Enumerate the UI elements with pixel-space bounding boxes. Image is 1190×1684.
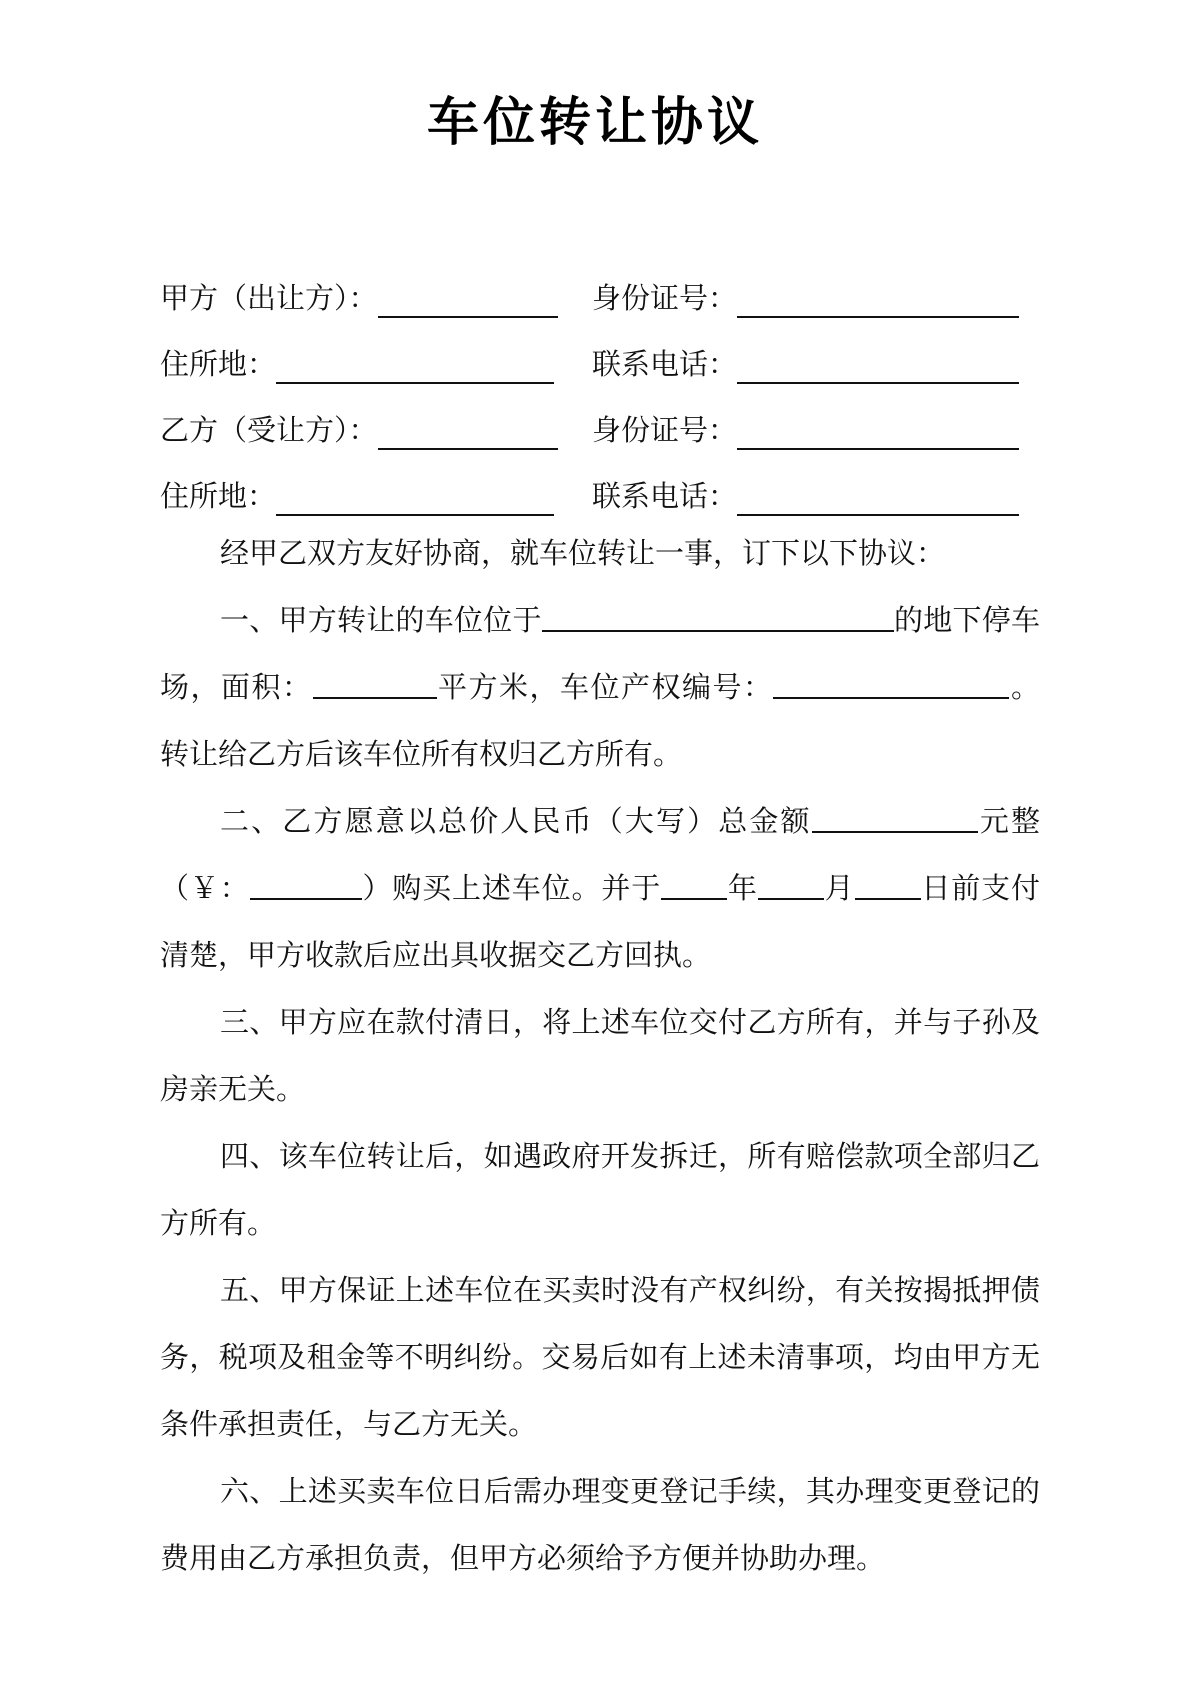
clause-3: 三、甲方应在款付清日，将上述车位交付乙方所有，并与子孙及房亲无关。: [160, 1005, 1040, 1106]
party-b-name-blank[interactable]: [378, 414, 558, 450]
party-a-label: 甲方（出让方）：: [160, 281, 378, 315]
clause-5: 五、甲方保证上述车位在买卖时没有产权纠纷，有关按揭抵押债务，税项及租金等不明纠纷。交易后如有上述未清事项，均由甲方无条件承担责任，与乙方无关。: [160, 1273, 1040, 1441]
party-a-name-blank[interactable]: [378, 282, 558, 318]
party-a-id-blank[interactable]: [737, 282, 1019, 318]
location-blank[interactable]: [542, 600, 894, 632]
amount-words-blank[interactable]: [812, 801, 978, 833]
party-a-address-label: 住所地：: [160, 347, 277, 381]
party-a-row: [160, 252, 1040, 318]
party-b-label: 乙方（受让方）：: [160, 413, 378, 447]
party-b-phone-blank[interactable]: [737, 480, 1019, 516]
party-a-id-label: 身份证号：: [592, 281, 738, 315]
amount-number-blank[interactable]: [250, 868, 362, 900]
intro-paragraph: 经甲乙双方友好协商，就车位转让一事，订下以下协议：: [220, 536, 946, 570]
clause-4: 四、该车位转让后，如遇政府开发拆迁，所有赔偿款项全部归乙方所有。: [160, 1139, 1040, 1240]
property-number-blank[interactable]: [773, 667, 1009, 699]
party-b-address-row: [160, 450, 1040, 516]
party-b-address-blank[interactable]: [276, 480, 554, 516]
party-info-section: [160, 252, 1040, 516]
area-blank[interactable]: [313, 667, 437, 699]
party-a-phone-label: 联系电话：: [592, 347, 738, 381]
clause-1: 一、甲方转让的车位位于 的地下停车场，面积： 平方米，车位产权编号： 。转让给乙方后该车位所有权归乙方所有。: [160, 587, 1040, 788]
month-blank[interactable]: [758, 868, 824, 900]
party-b-id-label: 身份证号：: [592, 413, 738, 447]
party-b-row: [160, 384, 1040, 450]
clause-2: 二、乙方愿意以总价人民币（大写）总金额 元整（￥： ）购买上述车位。并于 年 月 日前支付清楚，甲方收款后应出具收据交乙方回执。: [160, 788, 1040, 989]
clause-6: 六、上述买卖车位日后需办理变更登记手续，其办理变更登记的费用由乙方承担负责，但甲方必须给予方便并协助办理。: [160, 1474, 1040, 1575]
party-b-address-label: 住所地：: [160, 479, 277, 513]
party-a-address-blank[interactable]: [276, 348, 554, 384]
day-blank[interactable]: [855, 868, 921, 900]
year-blank[interactable]: [661, 868, 727, 900]
party-b-phone-label: 联系电话：: [592, 479, 738, 513]
party-a-address-row: [160, 318, 1040, 384]
party-a-phone-blank[interactable]: [737, 348, 1019, 384]
document-title: 车位转让协议: [426, 93, 763, 153]
agreement-body: [160, 520, 1040, 1592]
party-b-id-blank[interactable]: [737, 414, 1019, 450]
